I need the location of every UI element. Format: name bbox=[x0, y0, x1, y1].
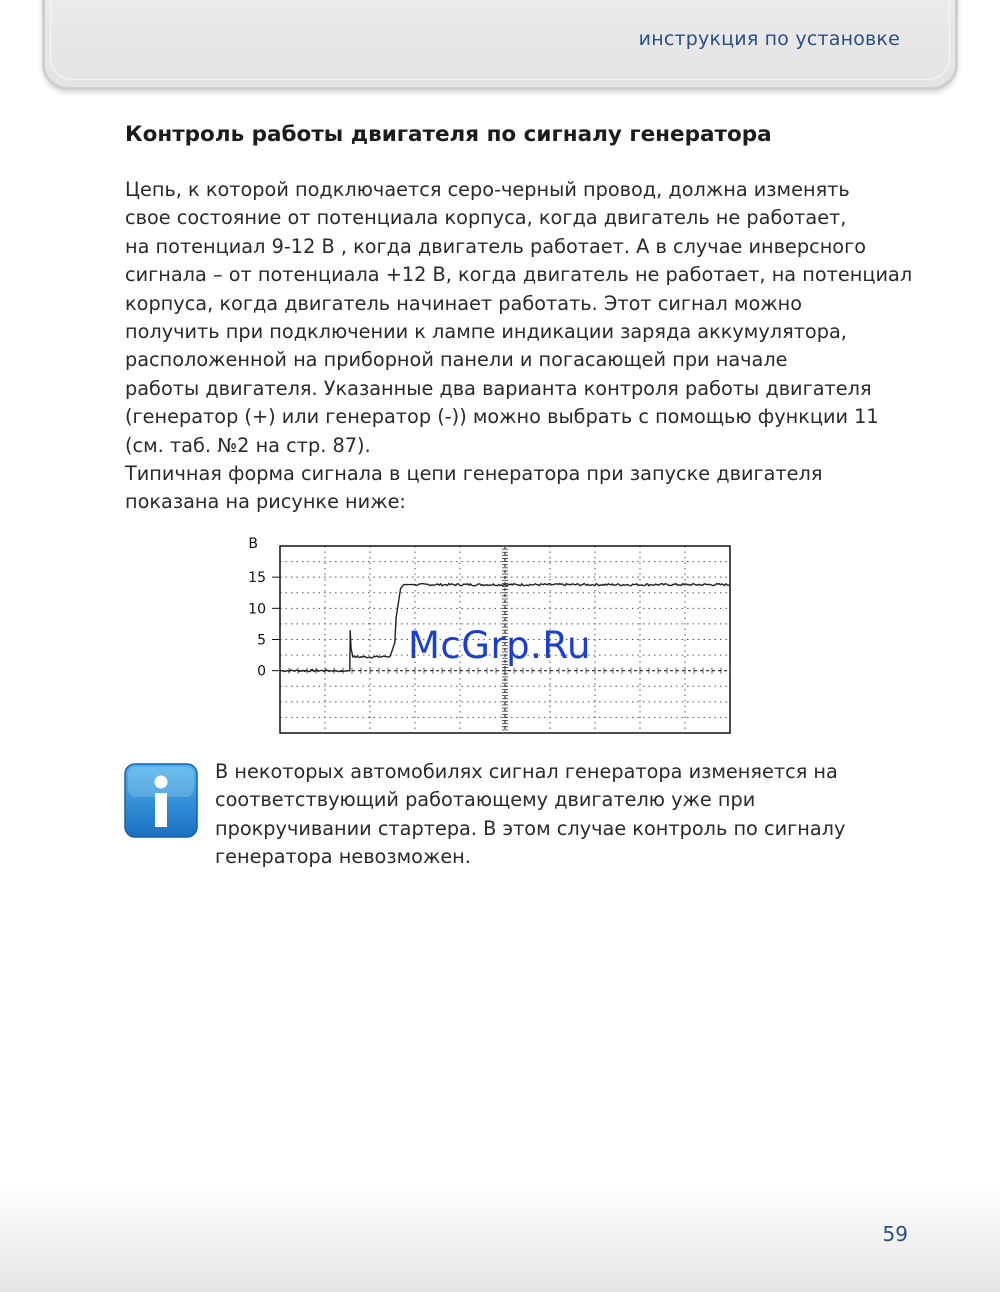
paragraph-line: Типичная форма сигнала в цепи генератора при запуске двигателя bbox=[125, 462, 823, 486]
y-tick-label: 5 bbox=[257, 632, 266, 649]
note-line: генератора невозможен. bbox=[215, 845, 471, 869]
paragraph-line: показана на рисунке ниже: bbox=[125, 490, 406, 514]
y-tick-label: 10 bbox=[248, 601, 266, 618]
y-tick-label: 15 bbox=[248, 570, 266, 587]
note-line: В некоторых автомобилях сигнал генератора изменяется на bbox=[215, 760, 838, 783]
body-paragraph bbox=[125, 176, 925, 517]
note-line: прокручивании стартера. В этом случае контроль по сигналу bbox=[215, 816, 846, 840]
paragraph-line: сигнала – от потенциала +12 В, когда двигатель не работает, на потенциал bbox=[125, 263, 913, 287]
paragraph-line: расположенной на приборной панели и погасающей при начале bbox=[125, 348, 788, 372]
paragraph-line: Цепь, к которой подключается серо-черный провод, должна изменять bbox=[125, 178, 850, 201]
paragraph-line: (генератор (+) или генератор (-)) можно выбрать с помощью функции 11 bbox=[125, 405, 879, 429]
info-note bbox=[215, 758, 915, 872]
page-number: 59 bbox=[882, 1222, 908, 1246]
paragraph-line: (см. таб. №2 на стр. 87). bbox=[125, 433, 371, 457]
note-line: соответствующий работающему двигателю уже при bbox=[215, 788, 756, 812]
y-axis-label: В bbox=[248, 536, 258, 552]
page-heading: Контроль работы двигателя по сигналу генератора bbox=[125, 122, 772, 147]
paragraph-line: получить при подключении к лампе индикации заряда аккумулятора, bbox=[125, 320, 847, 344]
paragraph-line: свое состояние от потенциала корпуса, когда двигатель не работает, bbox=[125, 206, 847, 230]
chart-ticks bbox=[248, 570, 280, 680]
paragraph-line: корпуса, когда двигатель начинает работать. Этот сигнал можно bbox=[125, 291, 803, 315]
paragraph-line: на потенциал 9-12 В , когда двигатель работает. А в случае инверсного bbox=[125, 234, 867, 258]
info-icon bbox=[124, 763, 198, 838]
paragraph-line: работы двигателя. Указанные два варианта контроля работы двигателя bbox=[125, 376, 872, 400]
page-footer bbox=[0, 1180, 1000, 1292]
y-tick-label: 0 bbox=[257, 663, 266, 680]
section-title: инструкция по установке bbox=[638, 28, 900, 50]
watermark: McGrp.Ru bbox=[408, 624, 591, 667]
